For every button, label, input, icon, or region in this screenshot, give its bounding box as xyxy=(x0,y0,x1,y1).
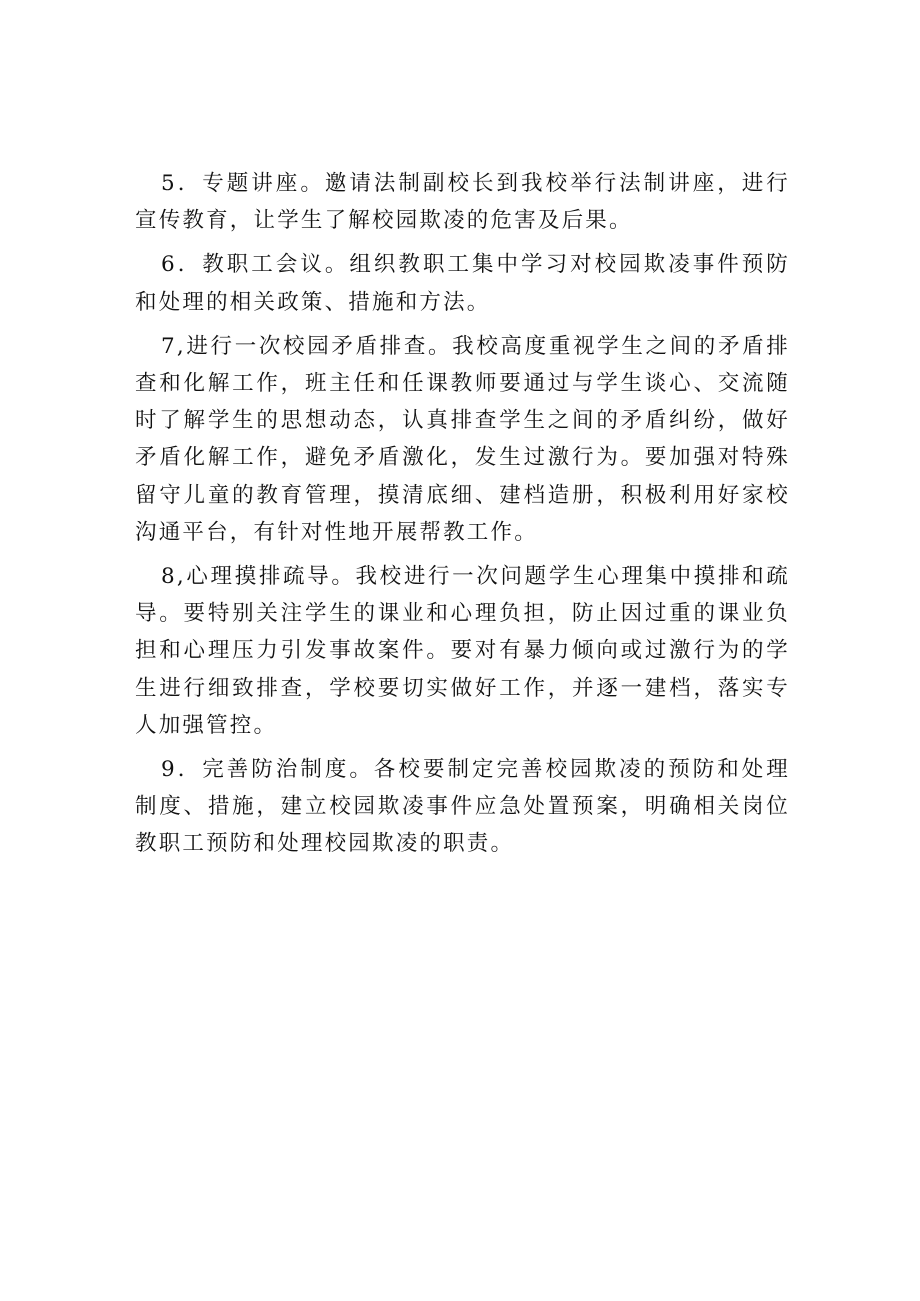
paragraph-8: 8,心理摸排疏导。我校进行一次问题学生心理集中摸排和疏导。要特别关注学生的课业和心理负担，防止因过重的课业负担和心理压力引发事故案件。要对有暴力倾向或过激行为的学生进行细致排查，学校要切实做好工作，并逐一建档，落实专人加强管控。 xyxy=(135,564,790,738)
document-body xyxy=(135,165,790,870)
paragraph-9: 9．完善防治制度。各校要制定完善校园欺凌的预防和处理制度、措施，建立校园欺凌事件应急处置预案，明确相关岗位教职工预防和处理校园欺凌的职责。 xyxy=(135,757,790,857)
paragraph-7: 7,进行一次校园矛盾排查。我校高度重视学生之间的矛盾排查和化解工作，班主任和任课教师要通过与学生谈心、交流随时了解学生的思想动态，认真排查学生之间的矛盾纠纷，做好矛盾化解工作，避免矛盾激化，发生过激行为。要加强对特殊留守儿童的教育管理，摸清底细、建档造册，积极利用好家校沟通平台，有针对性地开展帮教工作。 xyxy=(135,333,790,545)
paragraph-5: 5．专题讲座。邀请法制副校长到我校举行法制讲座，进行宣传教育，让学生了解校园欺凌的危害及后果。 xyxy=(135,171,790,234)
paragraph-6: 6．教职工会议。组织教职工集中学习对校园欺凌事件预防和处理的相关政策、措施和方法。 xyxy=(135,252,790,315)
